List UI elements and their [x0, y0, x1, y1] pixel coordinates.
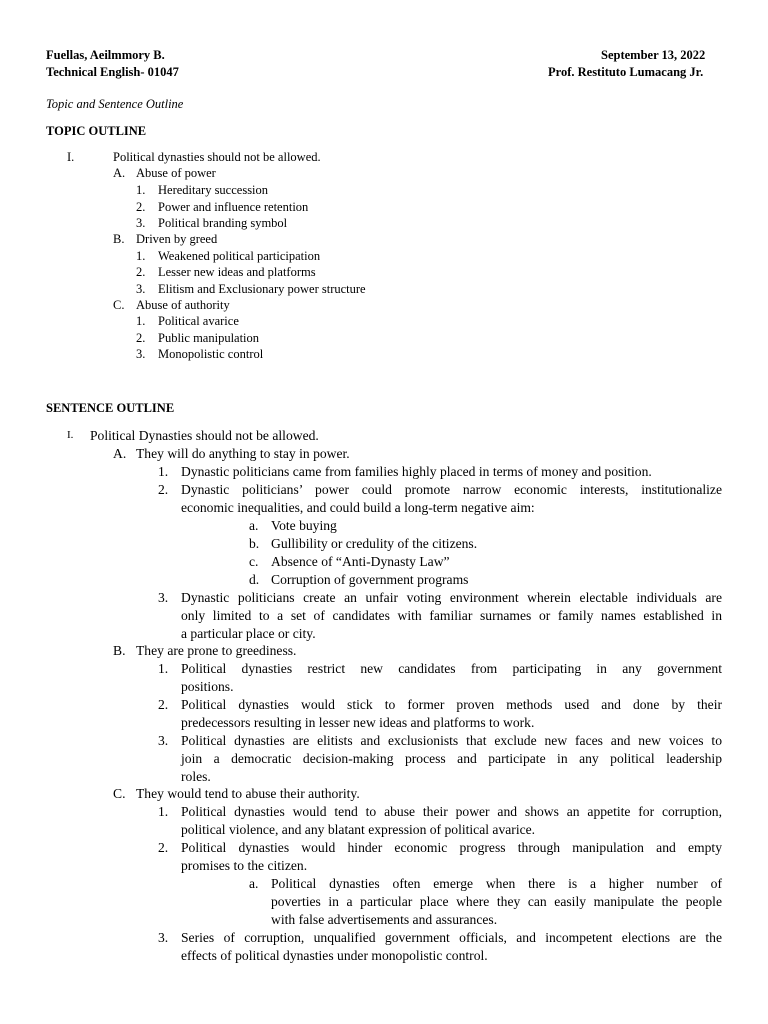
topic-outline-heading: TOPIC OUTLINE — [46, 124, 147, 138]
sentence-item-line: economic inequalities, and could build a long-term negative aim: — [181, 500, 535, 515]
topic-main-point: Political dynasties should not be allowed. — [113, 150, 321, 164]
document-label: Topic and Sentence Outline — [46, 97, 184, 111]
topic-item: Weakened political participation — [158, 249, 321, 263]
topic-num: 3. — [136, 347, 146, 361]
sub-letter: a. — [249, 876, 259, 891]
topic-item: Elitism and Exclusionary power structure — [158, 282, 366, 296]
sentence-item-line: political violence, and any blatant expression of political avarice. — [181, 822, 536, 837]
topic-num: 1. — [136, 183, 146, 197]
sentence-subpoint-a: They will do anything to stay in power. — [136, 446, 350, 461]
topic-letter-c: C. — [113, 298, 125, 312]
topic-item: Lesser new ideas and platforms — [158, 265, 316, 279]
sentence-item-line: a particular place or city. — [181, 626, 316, 641]
course-code: Technical English- 01047 — [46, 65, 179, 79]
student-name: Fuellas, Aeilmmory B. — [46, 48, 165, 62]
topic-num: 2. — [136, 265, 146, 279]
topic-item: Political branding symbol — [158, 216, 288, 230]
sentence-item-line: predecessors resulting in lesser new ideas and platforms to work. — [181, 715, 535, 730]
sentence-item-line: Political dynasties would stick to former proven methods used and done by their — [181, 697, 722, 712]
sentence-item-line: effects of political dynasties under monopolistic control. — [181, 948, 488, 963]
sentence-item: Dynastic politicians came from families highly placed in terms of money and position. — [181, 464, 652, 479]
sentence-item-line: promises to the citizen. — [181, 858, 308, 873]
sentence-letter-b: B. — [113, 643, 126, 658]
topic-item: Political avarice — [158, 314, 239, 328]
sentence-num: 1. — [158, 804, 169, 819]
sentence-num: 2. — [158, 482, 169, 497]
sentence-subpoint-c: They would tend to abuse their authority. — [136, 786, 360, 801]
sentence-letter-c: C. — [113, 786, 126, 801]
document-date: September 13, 2022 — [601, 48, 706, 62]
sentence-roman-numeral: I. — [67, 429, 74, 441]
sentence-num: 1. — [158, 661, 169, 676]
sentence-num: 1. — [158, 464, 169, 479]
sentence-item-line: only limited to a set of candidates with familiar surnames or family names established in — [181, 608, 722, 623]
topic-item: Hereditary succession — [158, 183, 269, 197]
topic-letter-b: B. — [113, 232, 125, 246]
professor-name: Prof. Restituto Lumacang Jr. — [548, 65, 704, 79]
sub-item-line: with false advertisements and assurances. — [271, 912, 498, 927]
sentence-item-line: Political dynasties would tend to abuse their power and shows an appetite for corruption, — [181, 804, 722, 819]
sentence-item-line: Political dynasties restrict new candidates from participating in any government — [181, 661, 722, 676]
sub-letter: c. — [249, 554, 259, 569]
topic-item: Power and influence retention — [158, 200, 309, 214]
topic-num: 3. — [136, 282, 146, 296]
topic-subpoint-b: Driven by greed — [136, 232, 218, 246]
topic-roman-numeral: I. — [67, 150, 75, 164]
sentence-item-line: positions. — [181, 679, 234, 694]
sentence-num: 2. — [158, 840, 169, 855]
topic-subpoint-c: Abuse of authority — [136, 298, 230, 312]
sentence-outline-heading: SENTENCE OUTLINE — [46, 401, 175, 415]
sentence-num: 2. — [158, 697, 169, 712]
sentence-num: 3. — [158, 733, 169, 748]
sub-letter: d. — [249, 572, 260, 587]
topic-num: 2. — [136, 331, 146, 345]
sentence-item-line: Political dynasties are elitists and exclusionists that exclude new faces and new voices to — [181, 733, 722, 748]
sub-item: Absence of “Anti-Dynasty Law” — [271, 554, 450, 569]
sentence-subpoint-b: They are prone to greediness. — [136, 643, 297, 658]
sub-item-line: poverties in a particular place where they can easily manipulate the people — [271, 894, 722, 909]
sub-item: Gullibility or credulity of the citizens. — [271, 536, 478, 551]
sub-letter: a. — [249, 518, 259, 533]
sentence-item-line: join a democratic decision-making process and participate in any political leadership — [181, 751, 722, 766]
sentence-main-point: Political Dynasties should not be allowed. — [90, 428, 319, 443]
sentence-num: 3. — [158, 930, 169, 945]
sentence-item-line: Dynastic politicians create an unfair voting environment wherein electable individuals are — [181, 590, 722, 605]
topic-num: 1. — [136, 249, 146, 263]
sentence-letter-a: A. — [113, 446, 127, 461]
topic-num: 3. — [136, 216, 146, 230]
topic-item: Public manipulation — [158, 331, 260, 345]
sub-item: Corruption of government programs — [271, 572, 469, 587]
topic-num: 2. — [136, 200, 146, 214]
topic-item: Monopolistic control — [158, 347, 264, 361]
sentence-item-line: Political dynasties would hinder economic progress through manipulation and empty — [181, 840, 722, 855]
topic-num: 1. — [136, 314, 146, 328]
sub-item-line: Political dynasties often emerge when there is a higher number of — [271, 876, 722, 891]
sentence-num: 3. — [158, 590, 169, 605]
sentence-item-line: Dynastic politicians’ power could promote narrow economic interests, institutionalize — [181, 482, 722, 497]
sentence-item-line: roles. — [181, 769, 211, 784]
sub-item: Vote buying — [271, 518, 337, 533]
sentence-item-line: Series of corruption, unqualified government officials, and incompetent elections are the — [181, 930, 722, 945]
topic-subpoint-a: Abuse of power — [136, 166, 216, 180]
sub-letter: b. — [249, 536, 260, 551]
topic-letter-a: A. — [113, 166, 126, 180]
